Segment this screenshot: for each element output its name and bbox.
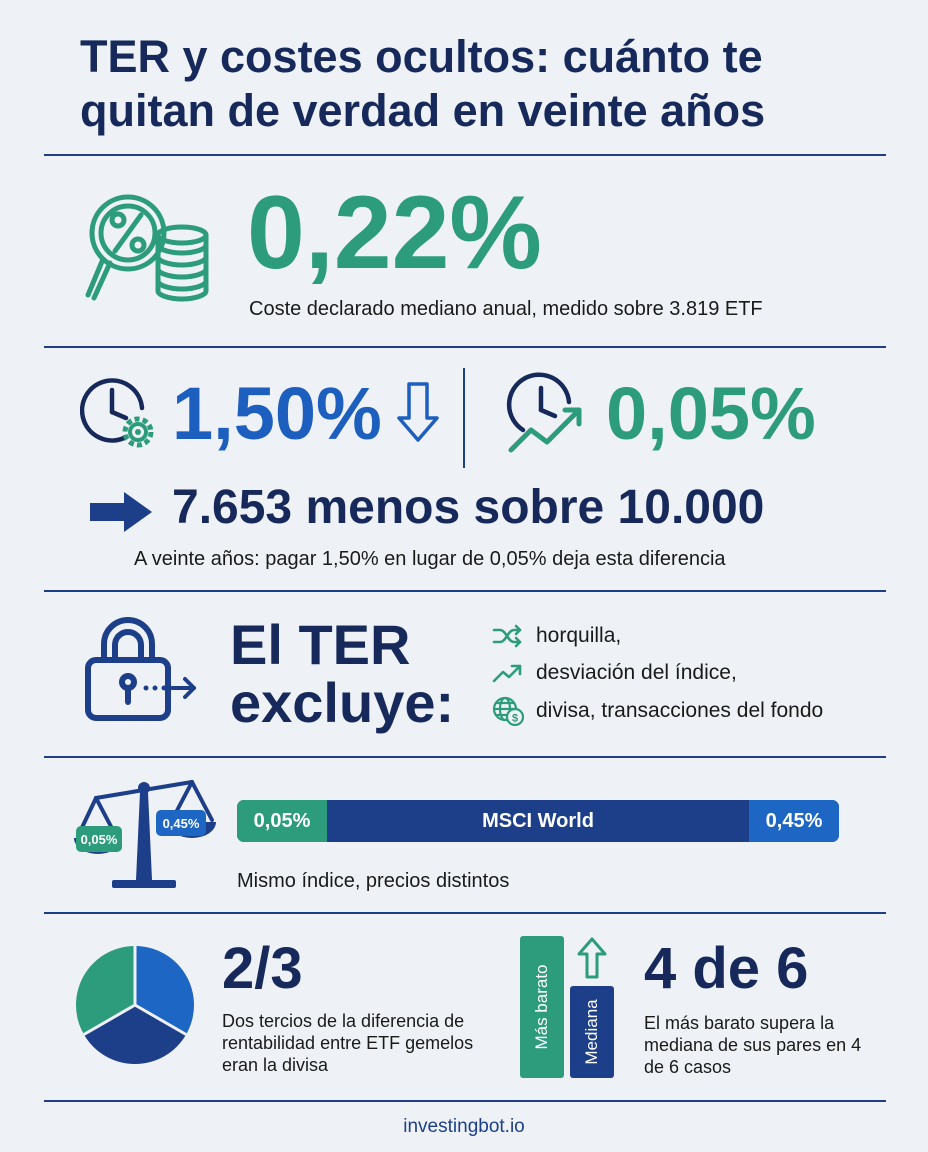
scale-right-label: 0,45% <box>162 815 200 831</box>
ter-excludes-line-1: El TER <box>230 613 411 676</box>
excluded-item-label: horquilla, <box>536 624 622 647</box>
ter-excludes-heading <box>230 613 455 734</box>
fee-range-min: 0,05% <box>237 800 327 842</box>
scale-left-label: 0,05% <box>80 831 118 847</box>
cheapest-bar-label: Más barato <box>532 964 551 1050</box>
median-ter-value: 0,22% <box>247 175 542 291</box>
arrow-right-icon <box>88 490 154 534</box>
twenty-year-caption: A veinte años: pagar 1,50% en lugar de 0,05% deja esta diferencia <box>134 548 726 570</box>
pie-chart-icon <box>74 944 196 1066</box>
divider <box>44 912 886 914</box>
excluded-item-label: desviación del índice, <box>536 661 737 684</box>
clock-growth-icon <box>503 372 589 458</box>
twenty-year-difference: 7.653 menos sobre 10.000 <box>172 481 765 534</box>
ter-excludes-line-2: excluye: <box>230 671 455 734</box>
arrow-down-icon <box>395 380 441 444</box>
excluded-item-currency <box>492 696 823 726</box>
title-line-2: quitan de verdad en veinte años <box>80 85 766 136</box>
svg-text:$: $ <box>511 712 519 725</box>
divider <box>44 590 886 592</box>
excluded-item-tracking <box>492 658 737 688</box>
fee-range-caption: Mismo índice, precios distintos <box>237 870 510 892</box>
arrow-up-icon <box>576 936 608 980</box>
divider <box>44 346 886 348</box>
footer-site-link[interactable]: investingbot.io <box>403 1116 525 1137</box>
four-of-six-caption: El más barato supera la mediana de sus pares en 4 de 6 casos <box>644 1013 862 1077</box>
magnifier-coins-icon <box>78 185 212 309</box>
fee-range-bar <box>237 800 839 842</box>
low-fee-value: 0,05% <box>606 372 816 455</box>
page-title <box>80 30 860 138</box>
lock-icon <box>84 614 200 724</box>
high-fee-value: 1,50% <box>172 372 382 455</box>
fee-range-index: MSCI World <box>482 809 594 832</box>
divider <box>44 154 886 156</box>
globe-currency-icon <box>492 696 524 726</box>
clock-gear-icon <box>80 374 160 456</box>
divider <box>44 1100 886 1102</box>
median-ter-caption: Coste declarado mediano anual, medido sobre 3.819 ETF <box>249 298 763 320</box>
excluded-item-label: divisa, transacciones del fondo <box>536 699 824 722</box>
fee-range-max: 0,45% <box>749 800 839 842</box>
trend-up-icon <box>492 661 524 685</box>
two-thirds-value: 2/3 <box>222 936 303 1001</box>
shuffle-icon <box>492 624 524 648</box>
two-thirds-caption: Dos tercios de la diferencia de rentabilidad entre ETF gemelos eran la divisa <box>222 1011 474 1075</box>
median-bar-label: Mediana <box>582 999 601 1065</box>
title-line-1: TER y costes ocultos: cuánto te <box>80 31 763 82</box>
excluded-item-spread <box>492 621 621 651</box>
divider <box>44 756 886 758</box>
four-of-six-value: 4 de 6 <box>644 936 809 1001</box>
vertical-divider <box>463 368 465 468</box>
